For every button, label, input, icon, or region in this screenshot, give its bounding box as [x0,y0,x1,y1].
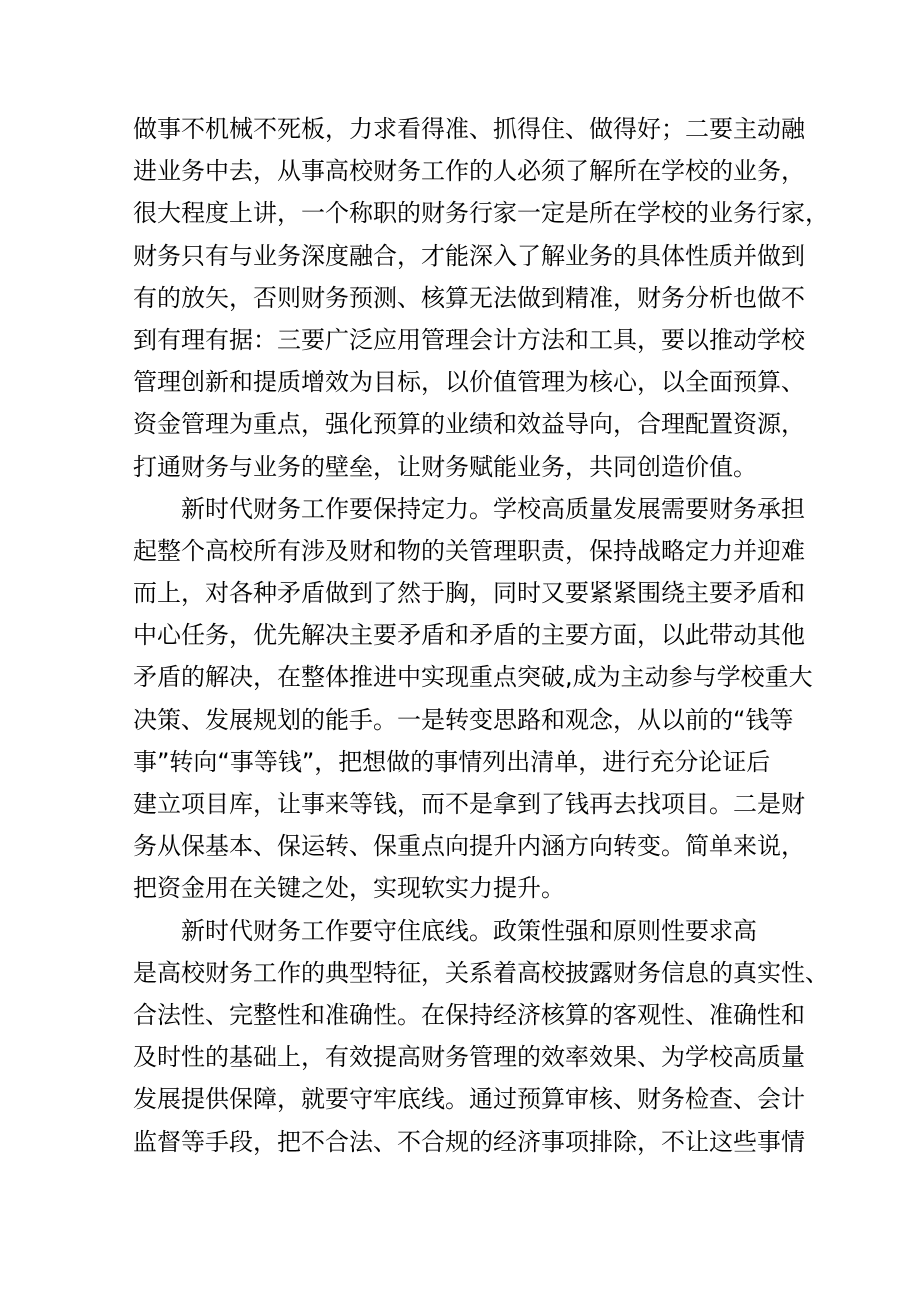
text-line: 而上，对各种矛盾做到了然于胸，同时又要紧紧围绕主要矛盾和 [133,579,805,608]
text-line: 监督等手段，把不合法、不合规的经济事项排除，不让这些事情 [133,1127,805,1156]
text-line: 很大程度上讲，一个称职的财务行家一定是所在学校的业务行家， [133,199,829,228]
text-line: 进业务中去，从事高校财务工作的人必须了解所在学校的业务， [133,157,805,186]
text-line: 到有理有据：三要广泛应用管理会计方法和工具，要以推动学校 [133,325,805,354]
text-line: 财务只有与业务深度融合，才能深入了解业务的具体性质并做到 [133,241,805,270]
text-line: 把资金用在关键之处，实现软实力提升。 [133,874,565,903]
text-line: 是高校财务工作的典型特征，关系着高校披露财务信息的真实性、 [133,958,829,987]
text-line: 及时性的基础上，有效提高财务管理的效率效果、为学校高质量 [133,1043,805,1072]
text-line: 建立项目库，让事来等钱，而不是拿到了钱再去找项目。二是财 [133,790,805,818]
text-line: 打通财务与业务的壁垒，让财务赋能业务，共同创造价值。 [133,452,757,481]
text-line: 有的放矢，否则财务预测、核算无法做到精准，财务分析也做不 [133,283,805,312]
text-line: 决策、发展规划的能手。一是转变思路和观念，从以前的“钱等 [133,705,794,734]
paragraph-start-line: 新时代财务工作要守住底线。政策性强和原则性要求高 [181,916,757,945]
text-line: 合法性、完整性和准确性。在保持经济核算的客观性、准确性和 [133,1000,805,1029]
text-line: 起整个高校所有涉及财和物的关管理职责，保持战略定力并迎难 [133,536,805,565]
text-line: 管理创新和提质增效为目标，以价值管理为核心，以全面预算、 [133,368,805,397]
text-line: 事”转向“事等钱”，把想做的事情列出清单，进行充分论证后 [133,747,771,776]
text-line: 中心任务，优先解决主要矛盾和矛盾的主要方面，以此带动其他 [133,621,805,650]
paragraph-start-line: 新时代财务工作要保持定力。学校高质量发展需要财务承担 [181,494,805,523]
text-line: 务从保基本、保运转、保重点向提升内涵方向转变。简单来说， [133,832,805,861]
body-text [133,108,829,1163]
text-line: 做事不机械不死板，力求看得准、抓得住、做得好；二要主动融 [133,115,805,143]
text-line: 资金管理为重点，强化预算的业绩和效益导向，合理配置资源， [133,410,805,439]
text-line: 发展提供保障，就要守牢底线。通过预算审核、财务检查、会计 [133,1085,805,1114]
text-line: 矛盾的解决，在整体推进中实现重点突破,成为主动参与学校重大 [133,663,813,692]
